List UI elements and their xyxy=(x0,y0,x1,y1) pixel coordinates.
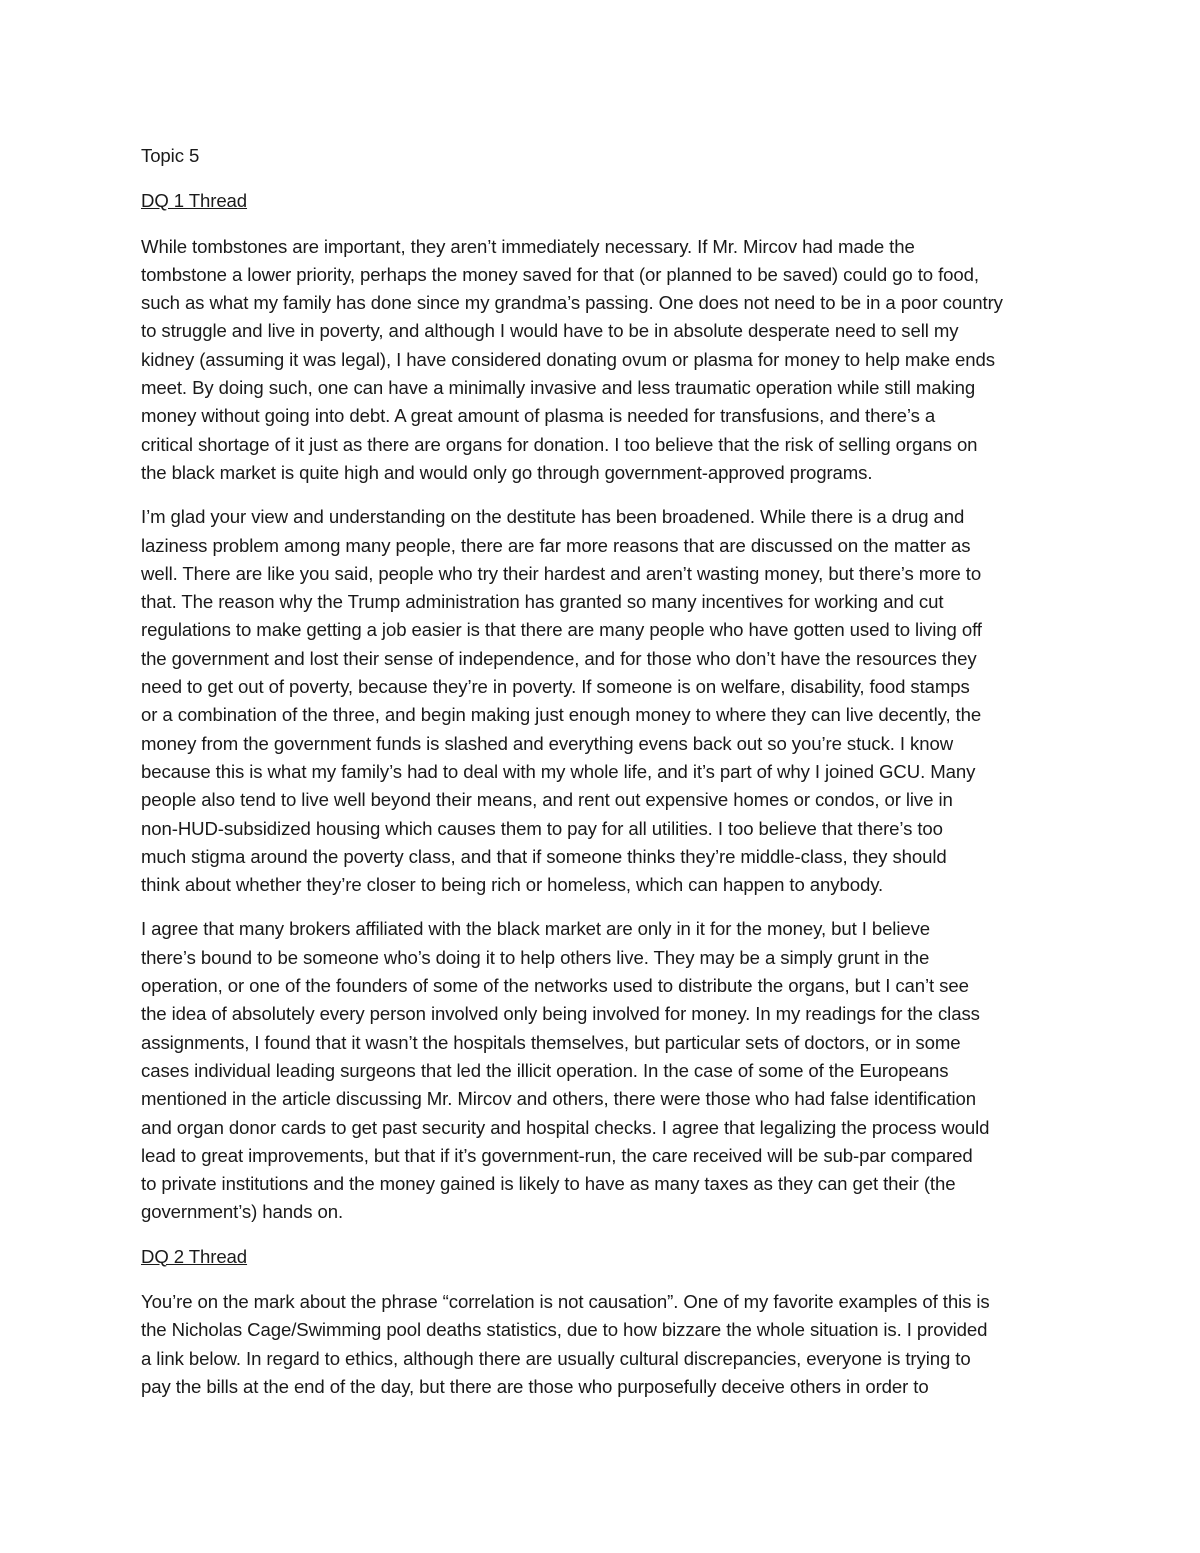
text-line: assignments, I found that it wasn’t the hospitals themselves, but particular sets of doctors, or in some xyxy=(141,1031,961,1053)
paragraph-dq1-3 xyxy=(141,915,1060,1226)
text-line: laziness problem among many people, there are far more reasons that are discussed on the matter as xyxy=(141,534,971,556)
text-line: money without going into debt. A great amount of plasma is needed for transfusions, and there’s a xyxy=(141,405,936,427)
text-line: regulations to make getting a job easier is that there are many people who have gotten used to living off xyxy=(141,619,982,641)
text-line: the government and lost their sense of independence, and for those who don’t have the resources they xyxy=(141,647,977,669)
text-line: a link below. In regard to ethics, although there are usually cultural discrepancies, everyone is trying to xyxy=(141,1347,971,1369)
text-line: much stigma around the poverty class, and that if someone thinks they’re middle-class, they should xyxy=(141,845,947,867)
section-heading-dq2: DQ 2 Thread xyxy=(141,1245,248,1267)
paragraph-dq2-1 xyxy=(141,1288,1060,1401)
text-line: I’m glad your view and understanding on the destitute has been broadened. While there is a drug and xyxy=(141,506,965,528)
text-line: need to get out of poverty, because they’re in poverty. If someone is on welfare, disability, food stamps xyxy=(141,676,970,698)
text-line: to struggle and live in poverty, and although I would have to be in absolute desperate need to sell my xyxy=(141,320,959,342)
text-line: kidney (assuming it was legal), I have considered donating ovum or plasma for money to help make ends xyxy=(141,348,995,370)
text-line: to private institutions and the money gained is likely to have as many taxes as they can get their (the xyxy=(141,1173,956,1195)
paragraph-dq1-2 xyxy=(141,503,1060,899)
text-line: people also tend to live well beyond their means, and rent out expensive homes or condos, or live in xyxy=(141,789,953,811)
text-line: well. There are like you said, people who try their hardest and aren’t wasting money, but there’s more to xyxy=(141,562,982,584)
text-line: that. The reason why the Trump administration has granted so many incentives for working and cut xyxy=(141,591,944,613)
text-line: the Nicholas Cage/Swimming pool deaths statistics, due to how bizzare the whole situation is. I provided xyxy=(141,1319,988,1341)
text-line: You’re on the mark about the phrase “correlation is not causation”. One of my favorite examples of this is xyxy=(141,1290,990,1312)
text-line: operation, or one of the founders of some of the networks used to distribute the organs, but I can’t see xyxy=(141,975,969,997)
text-line: think about whether they’re closer to being rich or homeless, which can happen to anybody. xyxy=(141,874,884,896)
text-line: and organ donor cards to get past security and hospital checks. I agree that legalizing the process would xyxy=(141,1116,990,1138)
document-title: Topic 5 xyxy=(141,145,200,166)
section-heading-dq1: DQ 1 Thread xyxy=(141,190,248,212)
text-line: non-HUD-subsidized housing which causes them to pay for all utilities. I too believe that there’s too xyxy=(141,817,943,839)
text-line: pay the bills at the end of the day, but there are those who purposefully deceive others in order to xyxy=(141,1375,929,1397)
text-line: lead to great improvements, but that if it’s government-run, the care received will be sub-par compared xyxy=(141,1144,973,1166)
text-line: cases individual leading surgeons that led the illicit operation. In the case of some of the Europeans xyxy=(141,1059,949,1081)
text-line: tombstone a lower priority, perhaps the money saved for that (or planned to be saved) could go to food, xyxy=(141,263,979,285)
text-line: meet. By doing such, one can have a minimally invasive and less traumatic operation while still making xyxy=(141,377,976,399)
text-line: there’s bound to be someone who’s doing it to help others live. They may be a simply grunt in the xyxy=(141,946,930,968)
text-line: mentioned in the article discussing Mr. Mircov and others, there were those who had false identification xyxy=(141,1088,977,1110)
text-line: critical shortage of it just as there are organs for donation. I too believe that the risk of selling organs on xyxy=(141,433,978,455)
text-line: the idea of absolutely every person involved only being involved for money. In my readings for the class xyxy=(141,1003,980,1025)
text-line: or a combination of the three, and begin making just enough money to where they can live decently, the xyxy=(141,704,982,726)
text-line: While tombstones are important, they aren’t immediately necessary. If Mr. Mircov had made the xyxy=(141,235,915,257)
text-line: the black market is quite high and would only go through government-approved programs. xyxy=(141,461,873,483)
paragraph-dq1-1 xyxy=(141,233,1060,488)
text-line: such as what my family has done since my grandma’s passing. One does not need to be in a poor country xyxy=(141,292,1003,314)
text-line: because this is what my family’s had to deal with my whole life, and it’s part of why I joined GCU. Many xyxy=(141,760,976,782)
text-line: I agree that many brokers affiliated with the black market are only in it for the money, but I believe xyxy=(141,918,931,940)
text-line: government’s) hands on. xyxy=(141,1201,344,1223)
text-line: money from the government funds is slashed and everything evens back out so you’re stuck. I know xyxy=(141,732,954,754)
